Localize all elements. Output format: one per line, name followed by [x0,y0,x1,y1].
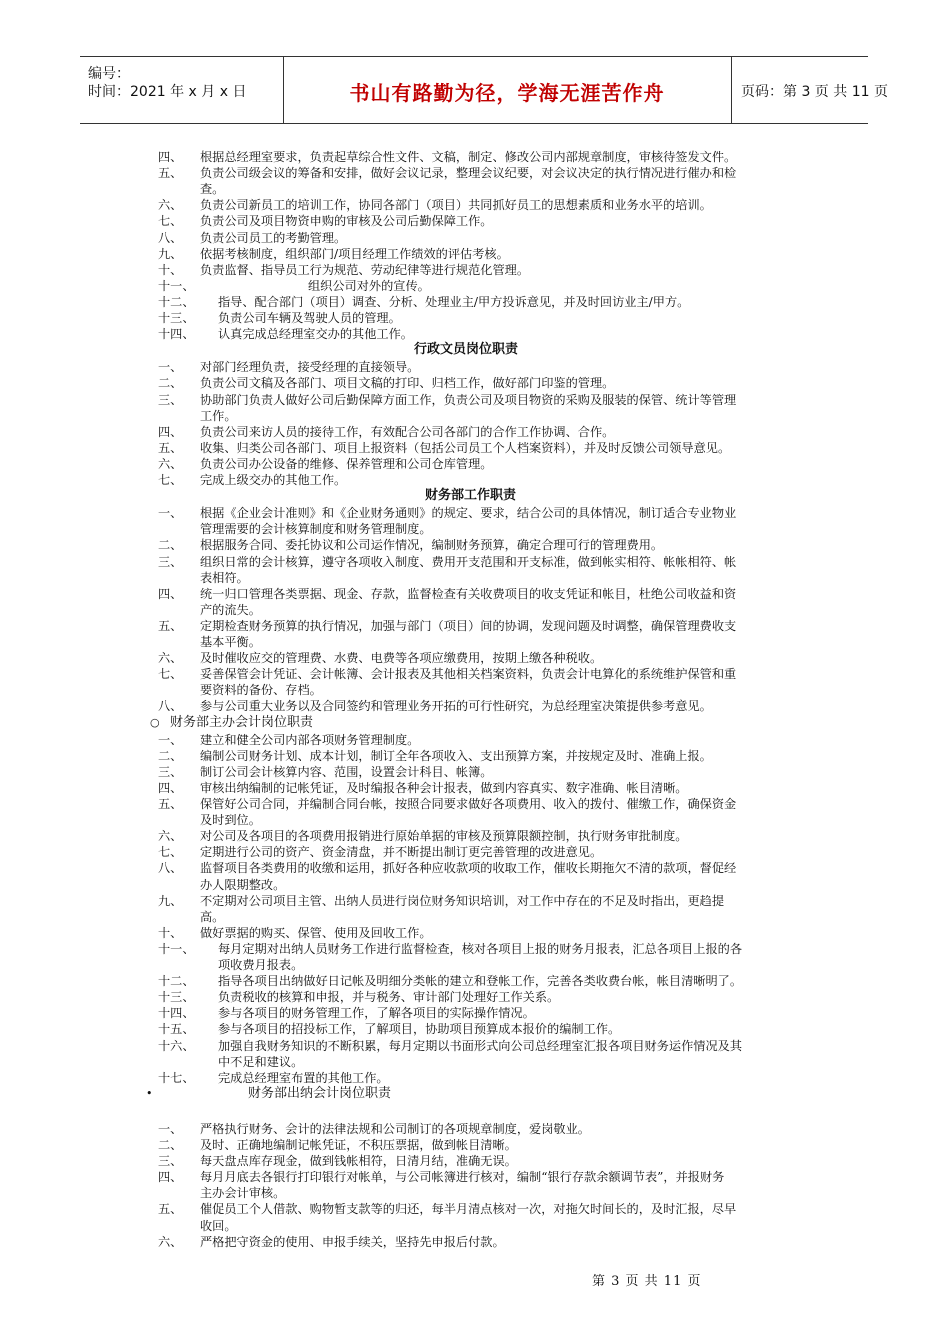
item-text: 负责税收的核算和申报，并与税务、审计部门处理好工作关系。 [218,990,560,1005]
item-text: 表相符。 [200,570,249,585]
item-number: 八、 [158,230,183,245]
item-number: 十一、 [158,941,195,956]
item-number: 七、 [158,214,183,229]
item-text: 负责公司文稿及各部门、项目文稿的打印、归档工作，做好部门印鉴的管理。 [200,376,615,391]
item-number: 七、 [158,845,183,860]
item-text: 项收费月报表。 [218,958,304,972]
item-text: 办人限期整改。 [200,877,286,892]
item-number: 八、 [158,861,183,876]
item-number: 九、 [158,893,183,908]
item-number: 十六、 [158,1038,195,1053]
item-number: 十四、 [158,1006,195,1021]
item-number: 二、 [158,376,183,391]
section-title: 财务部主办会计岗位职责 [170,714,314,730]
item-number: 四、 [158,780,183,795]
item-text: 组织公司对外的宣传。 [308,278,430,293]
item-text: 建立和健全公司内部各项财务管理制度。 [200,732,420,747]
item-number: 四、 [158,586,183,601]
item-text: 每月定期对出纳人员财务工作进行监督检查，核对各项目上报的财务月报表，汇总各项目上报的各 [218,941,743,956]
item-number: 三、 [158,1154,183,1169]
section-title: 财务部工作职责 [425,488,517,504]
item-number: 四、 [158,150,183,164]
item-text: 保管好公司合同，并编制合同台帐，按照合同要求做好各项费用、收入的拨付、催缴工作，确保资金 [200,797,737,811]
item-text: 管理需要的会计核算制度和财务管理制度。 [200,522,432,537]
item-text: 根据《企业会计准则》和《企业财务通则》的规定、要求，结合公司的具体情况，制订适合专业物业 [200,506,737,521]
item-text: 指导、配合部门（项目）调查、分析、处理业主/甲方投诉意见，并及时回访业主/甲方。 [218,294,690,309]
header-page-cell [731,57,888,123]
item-text: 产的流失。 [200,602,261,617]
item-number: 十三、 [158,990,195,1005]
item-text: 监督项目各类费用的收缴和运用，抓好各种应收款项的收取工作，催收长期拖欠不清的款项，督促经 [200,861,737,876]
item-text: 不定期对公司项目主管、出纳人员进行岗位财务知识培训，对工作中存在的不足及时指出，更趋提 [200,893,725,908]
item-text: 编制公司财务计划、成本计划，制订全年各项收入、支出预算方案，并按规定及时、准确上报。 [200,748,712,763]
item-number: 十五、 [158,1022,195,1037]
item-number: 六、 [158,1234,183,1249]
item-text: 及时到位。 [200,813,261,828]
item-text: 定期检查财务预算的执行情况，加强与部门（项目）间的协调，发现问题及时调整，确保管理费收支 [200,618,737,633]
time-label: 时间：2021 年 x 月 x 日 [88,84,247,100]
item-number: 十二、 [158,974,195,989]
item-text: 严格执行财务、会计的法律法规和公司制订的各项规章制度，爱岗敬业。 [200,1121,590,1136]
item-text: 负责公司办公设备的维修、保养管理和公司仓库管理。 [200,456,493,471]
item-number: 三、 [158,554,183,569]
item-number: 二、 [158,538,183,553]
item-text: 每月月底去各银行打印银行对帐单，与公司帐簿进行核对，编制“银行存款余额调节表”，并报财务 [200,1170,725,1185]
item-text: 定期进行公司的资产、资金清盘，并不断提出制订更完善管理的改进意见。 [200,845,603,860]
item-text: 严格把守资金的使用、申报手续关，坚持先申报后付款。 [200,1234,505,1249]
item-text: 每天盘点库存现金，做到钱帐相符，日清月结，准确无误。 [200,1154,517,1169]
item-number: 五、 [158,618,183,633]
item-number: 三、 [158,392,183,407]
item-text: 参与各项目的财务管理工作，了解各项目的实际操作情况。 [218,1006,535,1021]
bullet-icon: ○ [150,715,160,729]
item-number: 十、 [158,262,183,277]
item-text: 工作。 [200,408,237,423]
item-text: 及时催收应交的管理费、水费、电费等各项应缴费用，按期上缴各种税收。 [200,651,603,666]
item-number: 八、 [158,699,183,714]
item-text: 审核出纳编制的记帐凭证，及时编报各种会计报表，做到内容真实、数字准确、帐目清晰。 [200,780,688,795]
item-text: 依据考核制度，组织部门/项目经理工作绩效的评估考核。 [200,246,509,261]
item-text: 高。 [200,909,225,924]
item-number: 六、 [158,198,183,213]
item-number: 七、 [158,667,183,682]
item-text: 统一归口管理各类票据、现金、存款，监督检查有关收费项目的收支凭证和帐目，杜绝公司收益和资 [200,586,737,601]
item-number: 五、 [158,797,183,811]
header-motto-cell [283,57,732,123]
item-text: 负责公司来访人员的接待工作，有效配合公司各部门的合作工作协调、合作。 [200,424,615,439]
item-text: 参与各项目的招投标工作，了解项目，协助项目预算成本报价的编制工作。 [218,1022,621,1037]
item-text: 要资料的备份、存档。 [200,683,322,698]
item-text: 负责公司及项目物资申购的审核及公司后勤保障工作。 [200,214,493,229]
item-number: 七、 [158,473,183,487]
item-text: 对部门经理负责，接受经理的直接领导。 [200,360,420,375]
header-meta-cell [80,57,284,123]
item-number: 一、 [158,1121,183,1136]
item-text: 协助部门负责人做好公司后勤保障方面工作，负责公司及项目物资的采购及服装的保管、统计等管理 [200,392,737,407]
item-text: 根据服务合同、委托协议和公司运作情况，编制财务预算，确定合理可行的管理费用。 [200,538,664,553]
item-number: 六、 [158,456,183,471]
item-text: 收集、归类公司各部门、项目上报资料（包括公司员工个人档案资料），并及时反馈公司领导意见。 [200,440,731,455]
item-number: 十二、 [158,294,195,309]
item-text: 做好票据的购买、保管、使用及回收工作。 [200,925,432,940]
item-text: 加强自我财务知识的不断积累，每月定期以书面形式向公司总经理室汇报各项目财务运作情况及其 [218,1038,743,1053]
item-number: 十四、 [158,327,195,342]
item-text: 参与公司重大业务以及合同签约和管理业务开拓的可行性研究，为总经理室决策提供参考意见。 [200,699,712,714]
item-number: 五、 [158,166,183,181]
item-text: 主办会计审核。 [200,1186,286,1201]
serial-label: 编号： [88,66,130,82]
item-text: 收回。 [200,1218,237,1233]
item-text: 对公司及各项目的各项费用报销进行原始单据的审核及预算限额控制，执行财务审批制度。 [200,829,688,844]
item-text: 认真完成总经理室交办的其他工作。 [218,327,413,342]
item-text: 完成上级交办的其他工作。 [200,473,347,487]
item-text: 负责公司车辆及驾驶人员的管理。 [218,311,401,325]
item-number: 一、 [158,506,183,521]
page-header [80,56,888,124]
item-number: 五、 [158,1202,183,1217]
item-number: 一、 [158,360,183,375]
item-number: 十、 [158,925,183,940]
item-text: 查。 [200,182,225,197]
item-text: 催促员工个人借款、购物暂支款等的归还，每半月清点核对一次，对拖欠时间长的，及时汇报，尽早 [200,1202,737,1217]
item-text: 组织日常的会计核算，遵守各项收入制度、费用开支范围和开支标准，做到帐实相符、帐帐相符、帐 [200,554,737,569]
bullet-icon: • [146,1086,153,1100]
item-text: 制订公司会计核算内容、范围，设置会计科目、帐簿。 [200,764,493,779]
item-number: 十一、 [158,278,195,293]
item-text: 负责监督、指导员工行为规范、劳动纪律等进行规范化管理。 [200,262,530,277]
item-text: 负责公司新员工的培训工作，协同各部门（项目）共同抓好员工的思想素质和业务水平的培训。 [200,198,712,213]
item-number: 二、 [158,1138,183,1152]
item-text: 负责公司员工的考勤管理。 [200,230,347,245]
item-number: 十三、 [158,311,195,325]
page-footer: 第 3 页 共 11 页 [592,1274,702,1289]
item-number: 十七、 [158,1070,195,1085]
item-text: 指导各项目出纳做好日记帐及明细分类帐的建立和登帐工作，完善各类收费台帐，帐目清晰明了。 [218,974,743,989]
item-number: 九、 [158,246,183,261]
item-text: 基本平衡。 [200,635,261,649]
item-number: 五、 [158,440,183,455]
item-number: 二、 [158,748,183,763]
item-number: 四、 [158,1170,183,1185]
item-number: 六、 [158,829,183,844]
motto-text: 书山有路勤为径，学海无涯苦作舟 [349,81,665,105]
item-text: 及时、正确地编制记帐凭证，不积压票据，做到帐目清晰。 [200,1138,517,1152]
item-text: 中不足和建议。 [218,1054,304,1069]
section-title: 财务部出纳会计岗位职责 [248,1085,392,1101]
page-info: 页码：第 3 页 共 11 页 [741,84,888,100]
item-text: 妥善保管会计凭证、会计帐簿、会计报表及其他相关档案资料，负责会计电算化的系统维护保管和重 [200,667,737,682]
section-title: 行政文员岗位职责 [414,342,519,358]
item-number: 一、 [158,732,183,747]
item-number: 三、 [158,764,183,779]
item-number: 六、 [158,651,183,666]
item-number: 四、 [158,424,183,439]
item-text: 完成总经理室布置的其他工作。 [218,1070,389,1085]
item-text: 负责公司级会议的筹备和安排，做好会议记录，整理会议纪要，对会议决定的执行情况进行催办和检 [200,166,737,181]
item-text: 根据总经理室要求，负责起草综合性文件、文稿，制定、修改公司内部规章制度，审核待签发文件。 [200,150,737,164]
